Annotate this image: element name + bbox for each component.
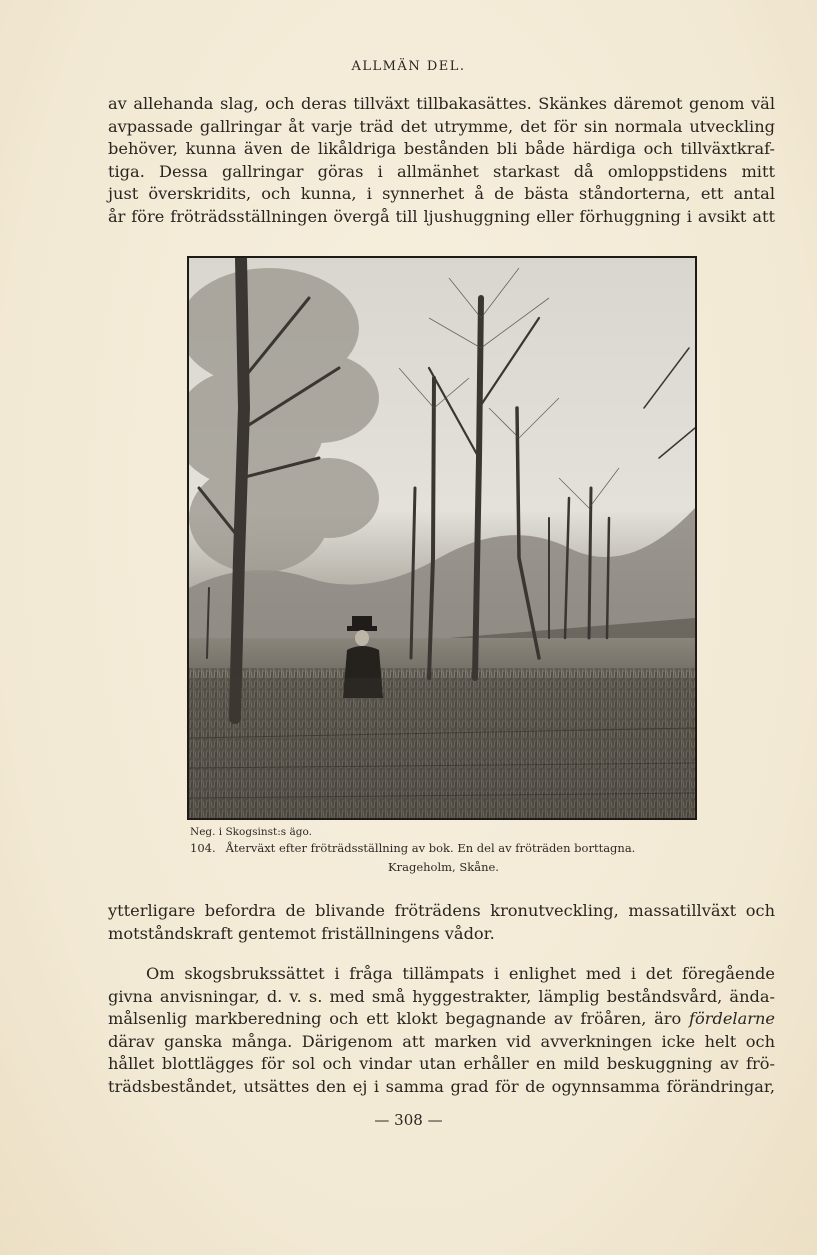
text-line: hållet blottlägges för sol och vindar utan erhåller en mild beskuggning av frö-: [108, 1054, 775, 1073]
text-line: avpassade gallringar åt varje träd det utrymme, det för sin normala utveckling: [108, 116, 775, 136]
text-line: trädsbeståndet, utsättes den ej i samma grad för de ogynnsamma förändringar,: [108, 1076, 775, 1096]
paragraph-1: [108, 93, 775, 228]
page-number: — 308 —: [374, 1111, 443, 1129]
text-line: [108, 1008, 775, 1031]
text-line: tiga. Dessa gallringar göras i allmänhet starkast då omloppstidens mitt: [108, 161, 775, 181]
figure-location: Krageholm, Skåne.: [388, 860, 499, 874]
text-line: just överskridits, och kunna, i synnerhet å de bästa ståndorterna, ett antal: [108, 184, 775, 203]
paragraph-2: [108, 900, 775, 945]
text-line: därav ganska många. Därigenom att marken vid avverkningen icke helt och: [108, 1031, 775, 1051]
text-line: motståndskraft gentemot friställningens vådor.: [108, 923, 495, 943]
text-line: ytterligare befordra de blivande fröträdens kronutveckling, massatillväxt och: [108, 901, 775, 920]
figure-number: 104.: [190, 841, 216, 855]
italic-word: fördelarne: [689, 1009, 775, 1028]
forest-photograph: [187, 256, 697, 820]
text-line: Om skogsbrukssättet i fråga tillämpats i enlighet med i det föregående: [146, 964, 775, 983]
text-line-part: målsenlig markberedning och ett klokt begagnande av fröåren, äro: [108, 1009, 682, 1028]
text-line: år före fröträdsställningen övergå till ljushuggning eller förhuggning i avsikt att: [108, 206, 775, 226]
photo-credit: Neg. i Skogsinst:s ägo.: [190, 826, 312, 838]
text-line: behöver, kunna även de likåldriga bestånden bli både härdiga och tillväxtkraf-: [108, 139, 775, 158]
figure-caption: [190, 841, 693, 855]
paragraph-3: [108, 963, 775, 1098]
figure-caption-text: Återväxt efter fröträdsställning av bok. En del av fröträden borttagna.: [225, 841, 636, 855]
text-line: av allehanda slag, och deras tillväxt tillbakasättes. Skänkes däremot genom väl: [108, 94, 775, 113]
running-head: ALLMÄN DEL.: [351, 59, 466, 74]
text-line: givna anvisningar, d. v. s. med små hyggestrakter, lämplig beståndsvård, ända-: [108, 986, 775, 1006]
